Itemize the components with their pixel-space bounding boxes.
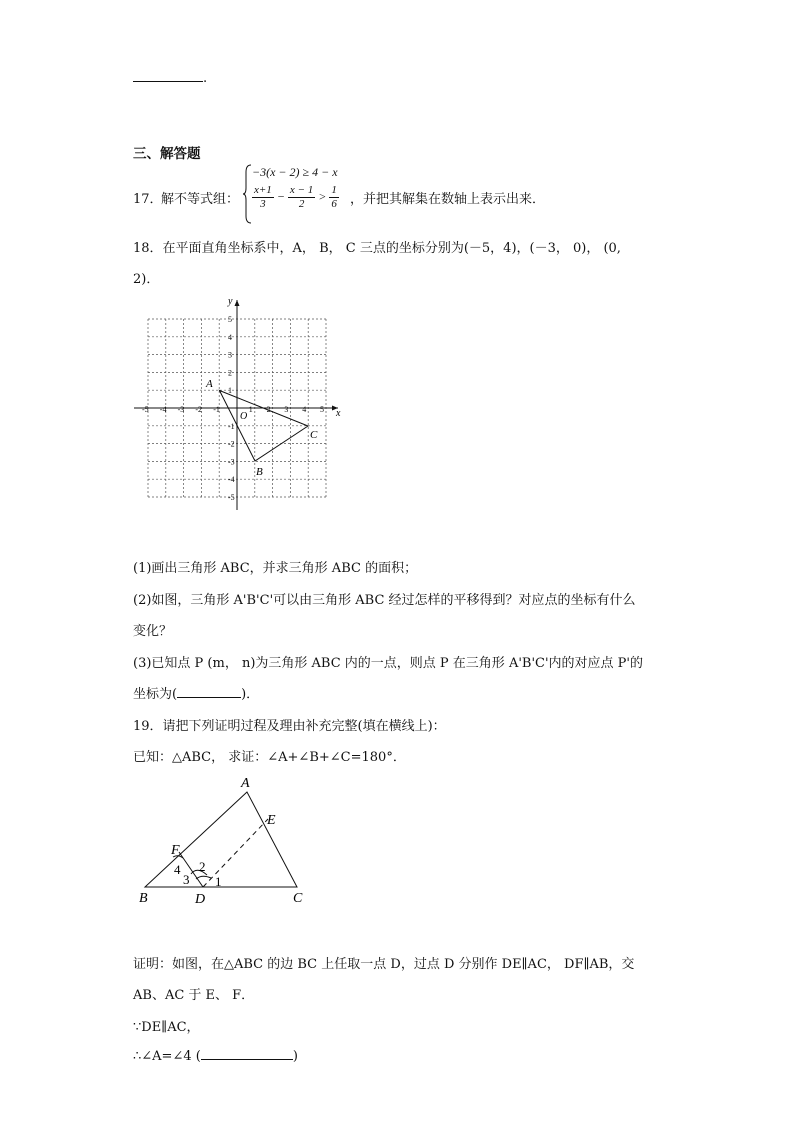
angle-2-label: 2 [199, 859, 206, 874]
frac2-denominator: 2 [298, 198, 305, 210]
y-tick-label: 4 [228, 332, 232, 342]
answer-blank-reason[interactable] [201, 1046, 293, 1060]
x-tick-label: 2 [266, 405, 271, 414]
q17-inequality-1: −3(x − 2) ≥ 4 − x [252, 165, 338, 179]
x-tick-label: -2 [195, 405, 203, 414]
part3-prefix: 坐标为( [133, 687, 178, 702]
x-tick-label: -5 [142, 405, 149, 414]
y-tick-label: -4 [228, 475, 235, 485]
frac3-numerator: 1 [331, 184, 337, 196]
x-tick-label: -3 [177, 405, 185, 414]
x-tick-label: 4 [302, 405, 307, 414]
triangle-abc-figure [145, 792, 297, 887]
frac3-denominator: 6 [331, 198, 337, 210]
coordinate-grid [130, 292, 350, 512]
q18-line2: 2)． [133, 272, 160, 287]
q19-line1: 19．请把下列证明过程及理由补充完整(填在横线上)： [133, 719, 446, 734]
y-tick-label: -5 [228, 493, 235, 502]
y-tick-label: 3 [228, 350, 232, 360]
triangle-figure [135, 770, 315, 908]
proof4-prefix: ∴∠A=∠4 ( [133, 1049, 201, 1064]
q19-proof1: 证明：如图，在△ABC 的边 BC 上任取一点 D，过点 D 分别作 DE∥AC， DF∥AB，交 [133, 957, 635, 972]
angle-arc-3 [196, 876, 211, 879]
system-brace [242, 164, 252, 224]
q17-inequality-2 [252, 184, 339, 211]
q18-line1: 18．在平面直角坐标系中，A， B， C 三点的坐标分别为(－5，4)，(－3， 0)， (0, [133, 241, 621, 256]
q18-part3b [133, 683, 259, 702]
x-axis-label: x [336, 408, 341, 419]
x-tick-label: 5 [320, 405, 324, 414]
answer-blank-16[interactable] [133, 66, 207, 86]
section-title: 三、解答题 [133, 146, 201, 162]
angle-1-label: 1 [215, 874, 222, 889]
angle-4-label: 4 [174, 862, 181, 877]
y-tick-label: -2 [228, 439, 235, 449]
vertex-e-label: E [267, 813, 276, 828]
greater-than-sign: > [318, 189, 327, 204]
vertex-a-label: A [206, 378, 213, 390]
segment-de [203, 819, 268, 887]
q18-part2b: 变化？ [133, 624, 173, 639]
q17-prefix: 解不等式组： [161, 192, 240, 207]
q19-proof4 [133, 1046, 298, 1064]
frac1-denominator: 3 [260, 198, 266, 210]
answer-blank-p-prime[interactable] [177, 684, 241, 698]
y-tick-label: -3 [228, 457, 235, 467]
y-axis-label: y [228, 296, 233, 307]
proof4-suffix: ) [292, 1049, 298, 1064]
vertex-d-label: D [195, 892, 206, 907]
x-tick-label: -4 [159, 405, 167, 414]
q19-line2: 已知：△ABC， 求证：∠A+∠B+∠C=180°． [133, 750, 406, 765]
origin-label: O [240, 411, 248, 422]
q18-part3a: (3)已知点 P (m， n)为三角形 ABC 内的一点，则点 P 在三角形 A'B'C'内的对应点 P'的 [133, 656, 644, 671]
y-axis-arrow [235, 300, 240, 306]
x-tick-label: 1 [248, 405, 253, 414]
angle-3-label: 3 [183, 872, 190, 887]
frac2-numerator: x − 1 [289, 184, 314, 196]
y-tick-label: -1 [228, 421, 235, 431]
q18-part2a: (2)如图，三角形 A'B'C'可以由三角形 ABC 经过怎样的平移得到？对应点的坐标有什么 [133, 593, 636, 608]
period: . [203, 71, 208, 86]
vertex-b-label: B [139, 891, 148, 906]
vertex-b-label: B [256, 466, 263, 478]
q18-part1: (1)画出三角形 ABC，并求三角形 ABC 的面积； [133, 561, 418, 576]
part3-suffix: )． [241, 687, 260, 702]
frac1-numerator: x+1 [254, 184, 272, 196]
x-tick-label: -1 [213, 405, 220, 414]
q19-proof2: AB、AC 于 E、 F． [133, 988, 255, 1003]
y-tick-label: 1 [228, 386, 232, 396]
vertex-c-label: C [310, 429, 318, 441]
vertex-a-label: A [241, 776, 250, 791]
y-tick-label: 2 [228, 368, 232, 378]
y-tick-label: 5 [228, 315, 232, 324]
minus-sign: − [276, 189, 285, 204]
q17-number: 17． [133, 192, 163, 207]
x-tick-label: 3 [284, 405, 289, 414]
q17-suffix: ，并把其解集在数轴上表示出来． [350, 192, 546, 207]
vertex-c-label: C [293, 891, 303, 906]
q19-proof3: ∵DE∥AC， [133, 1020, 200, 1035]
vertex-f-label: F [171, 843, 180, 858]
